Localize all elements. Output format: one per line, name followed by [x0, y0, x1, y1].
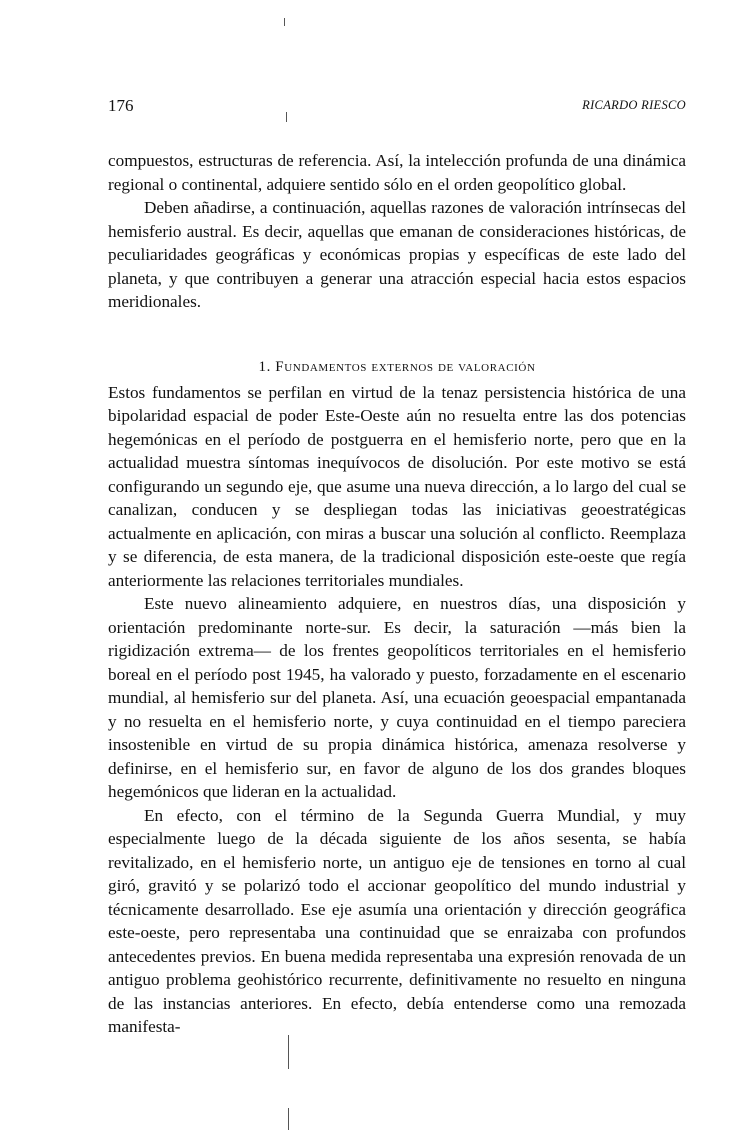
scan-artifact-mark — [284, 18, 285, 26]
scan-artifact-mark — [288, 1108, 289, 1130]
page-header — [108, 96, 686, 116]
paragraph: Estos fundamentos se perfilan en virtud de la tenaz persistencia histórica de una bipolaridad espacial de poder Este-Oeste aún no resuelta entre las dos potencias hegemónicas en el período de postguerra en el hemisferio norte, pero que en la actualidad muestra síntomas inequívocos de disolución. Por este motivo se está configurando un segundo eje, que asume una nueva dirección, a lo largo del cual se canalizan, conducen y se despliegan todas las iniciativas geoestratégicas actualmente en aplicación, con miras a buscar una solución al conflicto. Reemplaza y se diferencia, de esta manera, de la tradicional disposición este-oeste que regía anteriormente las relaciones territoriales mundiales. — [108, 382, 686, 590]
body-text — [108, 149, 686, 1039]
page-number: 176 — [108, 96, 134, 115]
paragraph: Este nuevo alineamiento adquiere, en nuestros días, una disposición y orientación predominante norte-sur. Es decir, la saturación —más bien la rigidización extrema— de los frentes geopolíticos territoriales en el hemisferio boreal en el período post 1945, ha valorado y puesto, forzadamente en el escenario mundial, al hemisferio sur del planeta. Así, una ecuación geoespacial empantanada y no resuelta en el hemisferio norte, y cuya continuidad en el tiempo pareciera insostenible en virtud de su propia dinámica histórica, amenaza resolverse y definirse, en el hemisferio sur, en favor de alguno de los dos grandes bloques hegemónicos que lideran en la actualidad. — [108, 594, 686, 801]
scan-artifact-mark — [288, 1035, 289, 1069]
paragraph: Deben añadirse, a continuación, aquellas razones de valoración intrínsecas del hemisferio austral. Es decir, aquellas que emanan de consideraciones históricas, de peculiaridades geográficas y económicas propias y específicas de este lado del planeta, y que contribuyen a generar una atracción especial hacia estos espacios meridionales. — [108, 198, 686, 311]
paragraph: En efecto, con el término de la Segunda Guerra Mundial, y muy especialmente luego de la década siguiente de los años sesenta, se había revitalizado, en el hemisferio norte, un antiguo eje de tensiones en torno al cual giró, gravitó y se polarizó todo el accionar geopolítico del mundo industrial y técnicamente desarrollado. Ese eje asumía una orientación y dirección geográfica este-oeste, pero representaba una continuidad que se enraizaba con profundos antecedentes previos. En buena medida representaba una expresión renovada de un antiguo problema geohistórico recurrente, definitivamente no resuelto en ninguna de las instancias anteriores. En efecto, debía entenderse como una remozada manifesta- — [108, 805, 686, 1036]
paragraph: compuestos, estructuras de referencia. Así, la intelección profunda de una dinámica regional o continental, adquiere sentido sólo en el orden geopolítico global. — [108, 151, 686, 194]
section-heading: 1. Fundamentos externos de valoración — [258, 358, 536, 375]
running-head: RICARDO RIESCO — [582, 98, 686, 112]
